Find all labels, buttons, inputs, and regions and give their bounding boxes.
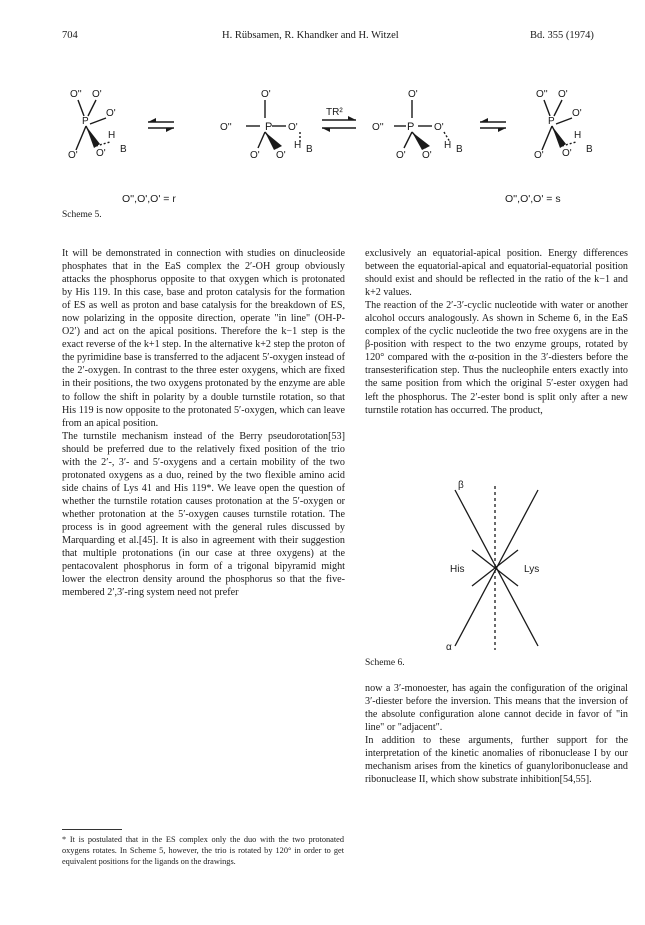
scheme-5-figure: [60, 82, 600, 232]
svg-text:O': O': [261, 89, 271, 100]
svg-text:H: H: [574, 130, 582, 141]
right-paragraph-2: The reaction of the 2′-3′-cyclic nucleotide with water or another alcohol occurs analogously. As shown in Scheme 6, in the EaS complex of the cyclic nucleotide the two free oxygens are in the β-position with respect to the two enzyme groups, rotated by 120° compared with the α-position in the 3′-diesters before the transesterification step. Thus the nucleophile enters exactly into the same position from which the original 5′-ester oxygen had left the phosphorus. The 2′-ester bond is split only after a new turnstile rotation has occurred. The product,: [365, 300, 628, 416]
scheme-5-caption: Scheme 5.: [62, 210, 102, 220]
svg-text:O': O': [534, 150, 544, 161]
scheme-6-beta-label: β: [458, 480, 464, 491]
svg-text:B: B: [120, 144, 127, 155]
right-column-upper: [365, 247, 628, 417]
scheme-5-right-label: O'',O',O' = s: [505, 193, 561, 205]
journal-volume: Bd. 355 (1974): [530, 30, 594, 41]
svg-text:O'': O'': [536, 89, 548, 100]
svg-text:O': O': [396, 150, 406, 161]
right-paragraph-1: exclusively an equatorial-apical position. Energy differences between the equatorial-apical and equatorial-equatorial position should exist and should be reflected in the ratio of the k−1 and k+2 values.: [365, 248, 628, 299]
footnote: * It is postulated that in the ES complex only the duo with the two protonated oxygens rotates. In Scheme 5, however, the trio is rotated by 120° in order to get equivalent positions for the ligands on the drawings.: [62, 835, 344, 867]
svg-text:O': O': [408, 89, 418, 100]
left-column: [62, 247, 345, 599]
scheme-6-alpha-label: α: [446, 642, 452, 653]
svg-text:P: P: [82, 116, 89, 127]
left-paragraph-2: The turnstile mechanism instead of the Berry pseudorotation[53] should be preferred due to the relatively fixed position of the trio with the 2′-, 3′- and 5′-oxygens and a certain mobility of the two protonated oxygens as a duo, reined by the two flexible amino acid side chains of Lys 41 and His 119*. We leave open the question of whether the turnstile rotation causes protonation at the 5′-oxygen or whether protonation at the 5′-oxygen causes turnstile rotation. The process is in good agreement with the general rules discussed by Marquarding et al.[45]. It is also in agreement with their suggestion that multiple protonations (in our case at three oxygens) at the pentacovalent phosphorus in form of a trigonal bipyramid might lower the electron density around the phosphorus so that the five-membered 2′,3′-ring system need not prefer: [62, 430, 345, 599]
svg-text:P: P: [548, 116, 555, 127]
right-column-lower: [365, 682, 628, 786]
svg-text:P: P: [407, 121, 415, 133]
svg-text:O'': O'': [220, 122, 232, 133]
right-paragraph-4: In addition to these arguments, further support for the interpretation of the kinetic anomalies of ribonuclease I by our mechanism arises from the kinetics of guanyloribonuclease and ribonuclease II, which show substrate inhibition[54,55].: [365, 735, 628, 786]
svg-text:O'': O'': [372, 122, 384, 133]
svg-text:O': O': [434, 122, 444, 133]
svg-text:O': O': [276, 150, 286, 161]
tr2-arrow-label: TR²: [326, 107, 343, 118]
right-paragraph-3: now a 3′-monoester, has again the configuration of the original 3′-diester before the inversion. This means that the inversion of the absolute configuration alone cannot decide in favor of "in line" or "adjacent".: [365, 683, 628, 734]
scheme-6-his-label: His: [450, 564, 465, 575]
svg-text:O': O': [106, 108, 116, 119]
scheme-6-caption: Scheme 6.: [365, 658, 405, 668]
svg-text:H: H: [294, 140, 302, 151]
page-number: 704: [62, 30, 78, 41]
svg-text:B: B: [456, 144, 463, 155]
svg-text:O'': O'': [70, 89, 82, 100]
svg-text:B: B: [586, 144, 593, 155]
svg-text:B: B: [306, 144, 313, 155]
svg-text:O': O': [96, 148, 106, 159]
scheme-6-lys-label: Lys: [524, 564, 540, 575]
svg-text:H: H: [108, 130, 116, 141]
svg-text:O': O': [288, 122, 298, 133]
svg-text:O': O': [558, 89, 568, 100]
svg-text:O': O': [562, 148, 572, 159]
svg-text:O': O': [250, 150, 260, 161]
svg-text:O': O': [422, 150, 432, 161]
scheme-6-figure: [420, 478, 590, 658]
svg-text:H: H: [444, 140, 452, 151]
running-authors: H. Rübsamen, R. Khandker and H. Witzel: [222, 30, 399, 41]
svg-text:O': O': [92, 89, 102, 100]
left-paragraph-1: It will be demonstrated in connection with studies on dinucleoside phosphates that in the EaS complex the 2′-OH group obviously attacks the phosphorus opposite to that oxygen which is protonated by His 119. In this case, base and proton catalysis for the formation of ES as well as proton and base catalysis for the breakdown of ES, now polarizing in the opposite direction, operate "in line" (OH-P-O2′) and act on the apical positions. Therefore the k−1 step is the exact reverse of the k+1 step. In the alternative k+2 step the proton of the pyrimidine base is transferred to the adjacent 5′-oxygen instead of the 2′-oxygen. In contrast to the three ester oxygens, which are fixed in their positions, the two oxygens protonated by the enzyme are able to follow the shift in polarity by a double turnstile rotation, so that His 119 is now opposite to the protonated 5′-oxygen, which can leave from an apical position.: [62, 248, 345, 429]
svg-text:O': O': [572, 108, 582, 119]
svg-text:P: P: [265, 121, 273, 133]
svg-text:O': O': [68, 150, 78, 161]
scheme-5-left-label: O'',O',O' = r: [122, 193, 176, 205]
footnote-rule: [62, 829, 122, 830]
